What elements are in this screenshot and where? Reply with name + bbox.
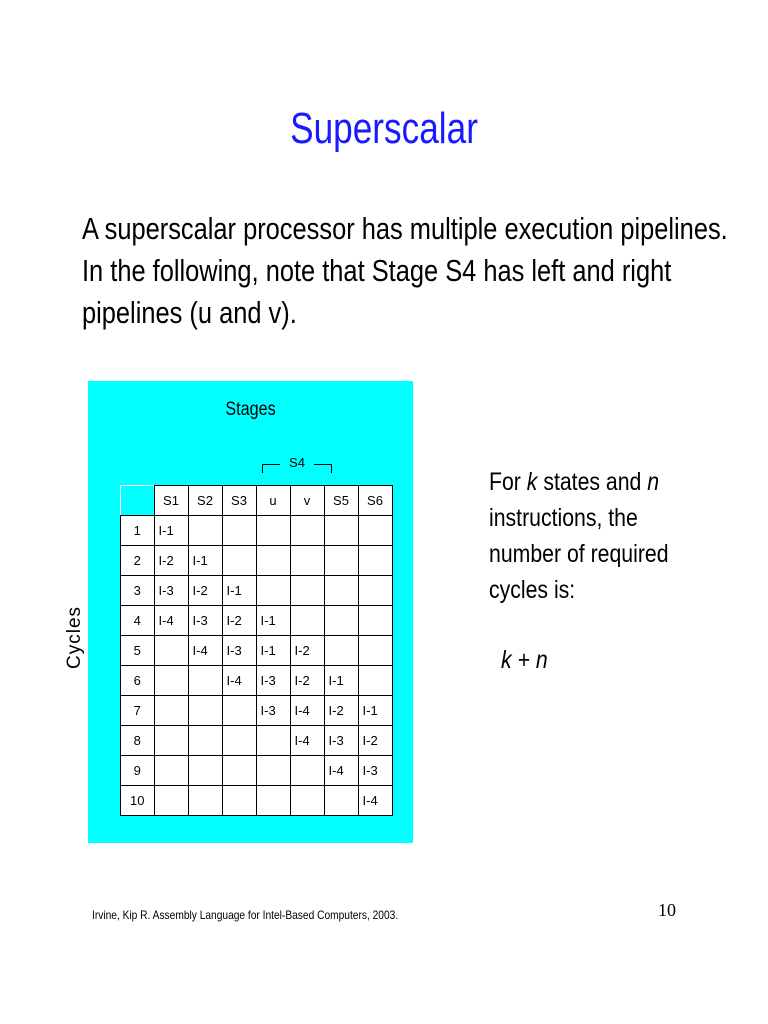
table-cell [154,666,188,696]
table-cell: I-3 [154,576,188,606]
stages-label: Stages [225,399,276,420]
table-cell [188,756,222,786]
table-cell: I-4 [290,726,324,756]
table-row [121,786,393,816]
cycle-number: 6 [121,666,155,696]
table-cell [188,726,222,756]
table-cell: I-2 [324,696,358,726]
table-cell [154,696,188,726]
table-cell: I-1 [256,606,290,636]
table-cell [358,636,392,666]
table-cell: I-1 [324,666,358,696]
table-cell: I-2 [358,726,392,756]
table-cell: I-1 [256,636,290,666]
table-corner [121,486,155,516]
table-cell [222,786,256,816]
body-text [82,208,728,334]
table-cell: I-4 [358,786,392,816]
cycle-number: 4 [121,606,155,636]
table-row [121,516,393,546]
table-cell [290,606,324,636]
table-cell: I-3 [358,756,392,786]
cycle-number: 10 [121,786,155,816]
table-cell: I-3 [256,666,290,696]
table-cell [154,786,188,816]
table-cell [324,606,358,636]
table-cell [358,606,392,636]
table-row [121,636,393,666]
table-cell [358,546,392,576]
table-cell [188,666,222,696]
table-cell [358,516,392,546]
table-cell: I-3 [256,696,290,726]
table-cell: I-3 [222,636,256,666]
cycle-number: 9 [121,756,155,786]
table-cell [256,576,290,606]
pipeline-table [120,485,393,816]
cycle-number: 7 [121,696,155,726]
table-row [121,576,393,606]
table-cell [154,726,188,756]
table-cell [256,726,290,756]
table-cell [358,576,392,606]
table-cell [324,786,358,816]
table-cell [222,756,256,786]
table-cell [324,576,358,606]
table-cell [188,516,222,546]
table-row [121,726,393,756]
cycle-formula: k + n [501,646,548,674]
table-cell [222,726,256,756]
side-text [489,464,676,608]
s4-label: S4 [289,455,305,470]
table-cell: I-4 [290,696,324,726]
table-cell [256,756,290,786]
side-line-4: cycles is: [489,576,576,604]
slide-title: Superscalar [290,104,478,153]
column-header: S2 [188,486,222,516]
cycle-number: 2 [121,546,155,576]
body-line-3: pipelines (u and v). [82,295,297,330]
citation: Irvine, Kip R. Assembly Language for Intel-Based Computers, 2003. [92,908,399,922]
cycle-number: 5 [121,636,155,666]
side-line-2: instructions, the [489,504,638,532]
table-row [121,666,393,696]
table-cell: I-3 [188,606,222,636]
table-cell: I-1 [188,546,222,576]
table-cell: I-2 [290,636,324,666]
table-cell [154,756,188,786]
column-header: v [290,486,324,516]
table-cell: I-4 [324,756,358,786]
table-cell [290,786,324,816]
table-cell: I-2 [188,576,222,606]
cycle-number: 1 [121,516,155,546]
table-cell [222,516,256,546]
table-cell [222,696,256,726]
table-cell: I-2 [154,546,188,576]
table-cell [290,516,324,546]
table-cell [256,786,290,816]
table-cell [324,516,358,546]
table-cell [188,786,222,816]
table-cell: I-2 [290,666,324,696]
body-line-2: In the following, note that Stage S4 has left and right [82,253,672,288]
table-cell: I-3 [324,726,358,756]
table-cell [358,666,392,696]
table-cell [290,756,324,786]
body-line-1: A superscalar processor has multiple execution pipelines. [82,211,728,246]
page-number: 10 [658,900,676,920]
table-cell [256,516,290,546]
column-header: S5 [324,486,358,516]
table-cell: I-4 [154,606,188,636]
table-cell [188,696,222,726]
table-cell: I-4 [222,666,256,696]
table-cell [154,636,188,666]
column-header: S6 [358,486,392,516]
pipeline-figure [64,381,413,843]
cycle-number: 3 [121,576,155,606]
table-cell [324,546,358,576]
table-cell [324,636,358,666]
table-row [121,546,393,576]
table-cell: I-4 [188,636,222,666]
table-cell: I-1 [154,516,188,546]
side-line-1: For k states and n [489,468,660,496]
table-row [121,756,393,786]
table-cell [222,546,256,576]
table-cell: I-2 [222,606,256,636]
table-cell [290,576,324,606]
column-header: u [256,486,290,516]
s4-bracket [262,455,332,473]
column-header: S3 [222,486,256,516]
column-header: S1 [154,486,188,516]
table-cell [256,546,290,576]
side-line-3: number of required [489,540,669,568]
table-cell: I-1 [358,696,392,726]
table-cell: I-1 [222,576,256,606]
cycles-label: Cycles [64,605,85,669]
table-cell [290,546,324,576]
cycle-number: 8 [121,726,155,756]
table-row [121,606,393,636]
table-row [121,696,393,726]
